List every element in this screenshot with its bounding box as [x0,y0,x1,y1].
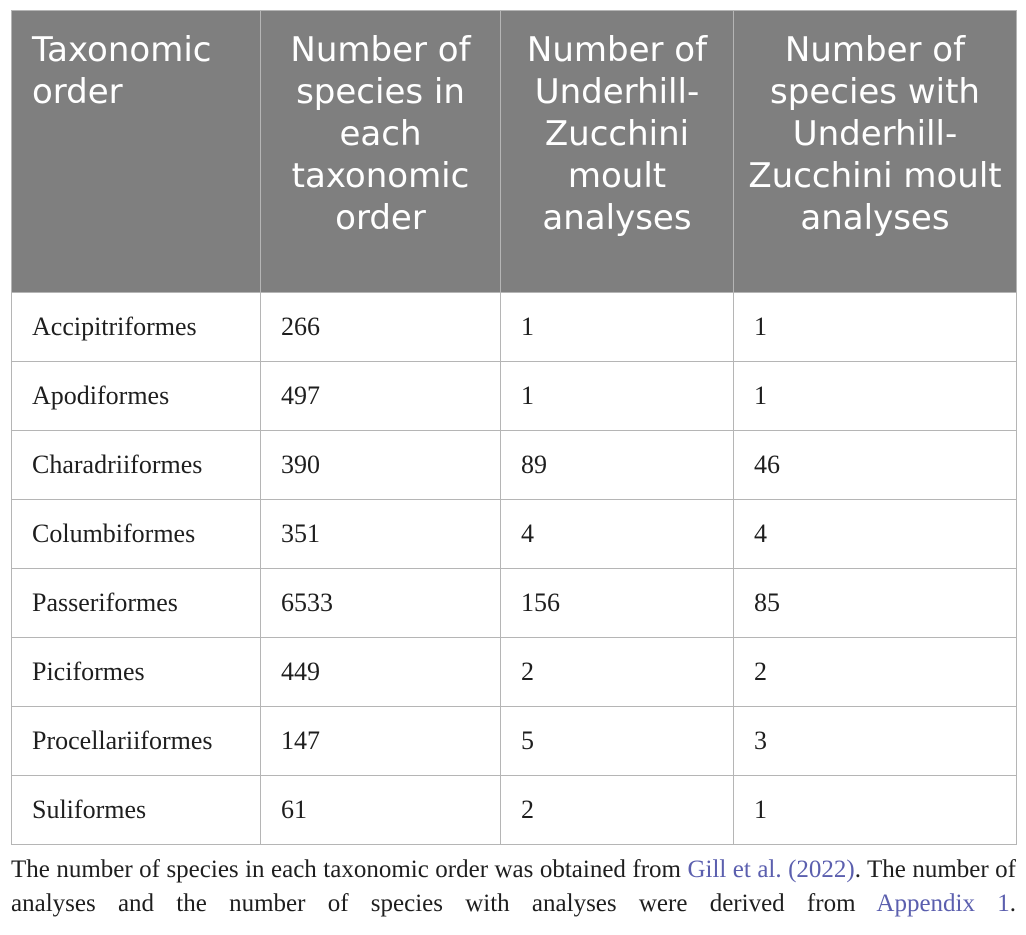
cell-analyses: 89 [501,431,734,500]
reference-link-appendix-1[interactable]: Appendix 1 [876,890,1010,917]
cell-species-with-analyses: 4 [734,500,1017,569]
cell-species: 266 [261,293,501,362]
data-table-container [11,10,1016,845]
header-row [12,11,1017,293]
cell-order: Columbiformes [12,500,261,569]
cell-species-with-analyses: 1 [734,776,1017,845]
cell-order: Piciformes [12,638,261,707]
cell-species: 6533 [261,569,501,638]
table-row [12,776,1017,845]
caption-text: The number of species in each taxonomic order was obtained from [11,856,688,883]
header-species-with-analyses: Number of species with Underhill-Zucchini moult analyses [734,11,1017,293]
cell-analyses: 2 [501,638,734,707]
header-number-of-analyses: Number of Underhill-Zucchini moult analyses [501,11,734,293]
cell-analyses: 5 [501,707,734,776]
table-row [12,707,1017,776]
cell-order: Procellariiformes [12,707,261,776]
table-header [12,11,1017,293]
cell-species-with-analyses: 3 [734,707,1017,776]
table-row [12,431,1017,500]
cell-species-with-analyses: 2 [734,638,1017,707]
header-taxonomic-order: Taxonomic order [12,11,261,293]
table-row [12,569,1017,638]
cell-species-with-analyses: 1 [734,362,1017,431]
cell-analyses: 156 [501,569,734,638]
reference-link-gill-2022[interactable]: Gill et al. (2022) [687,856,855,883]
caption-text: number of analyses and the number of species with analyses were derived from [11,856,1017,917]
caption-text: . [1009,890,1016,917]
moult-analyses-table [11,10,1017,845]
table-row [12,362,1017,431]
table-body [12,293,1017,845]
cell-order: Passeriformes [12,569,261,638]
cell-species: 61 [261,776,501,845]
cell-analyses: 2 [501,776,734,845]
cell-species-with-analyses: 46 [734,431,1017,500]
table-row [12,638,1017,707]
cell-order: Suliformes [12,776,261,845]
cell-species-with-analyses: 1 [734,293,1017,362]
caption-text: . The [854,856,906,883]
header-number-of-species: Number of species in each taxonomic order [261,11,501,293]
cell-analyses: 4 [501,500,734,569]
cell-species: 147 [261,707,501,776]
cell-order: Apodiformes [12,362,261,431]
cell-species: 390 [261,431,501,500]
cell-analyses: 1 [501,293,734,362]
table-row [12,293,1017,362]
cell-species: 351 [261,500,501,569]
cell-species: 449 [261,638,501,707]
cell-species: 497 [261,362,501,431]
cell-analyses: 1 [501,362,734,431]
cell-species-with-analyses: 85 [734,569,1017,638]
cell-order: Charadriiformes [12,431,261,500]
cell-order: Accipitriformes [12,293,261,362]
table-caption [11,853,1016,921]
table-row [12,500,1017,569]
